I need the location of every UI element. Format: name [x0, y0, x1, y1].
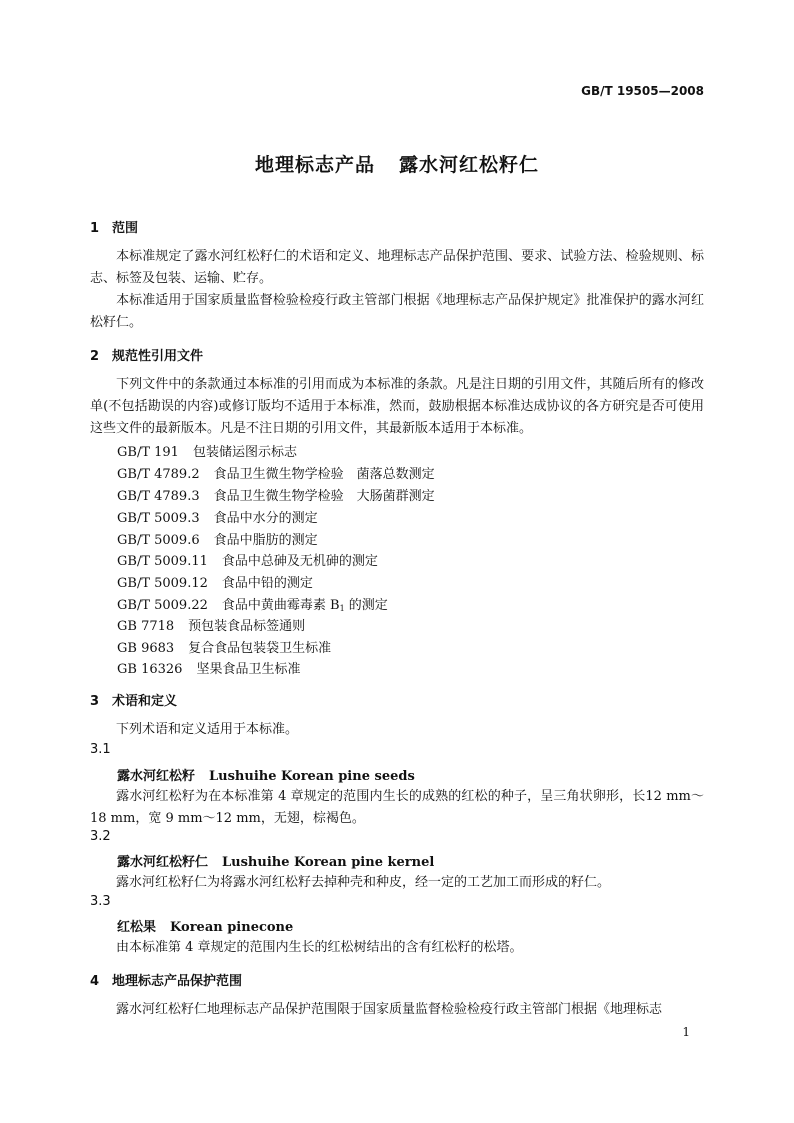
- term-heading: [117, 916, 293, 935]
- reference-name: 食品中脂肪的测定: [213, 533, 318, 548]
- term-english: Korean pinecone: [170, 920, 294, 935]
- term-heading: [117, 851, 434, 870]
- section-2-title: 规范性引用文件: [112, 349, 204, 364]
- reference-code: GB 7718: [117, 619, 175, 634]
- term-definition-text: 由本标准第 4 章规定的范围内生长的红松树结出的含有红松籽的松塔。: [116, 940, 523, 955]
- reference-name: 复合食品包装袋卫生标准: [188, 641, 332, 656]
- reference-item: [117, 485, 435, 504]
- section-3-number: 3: [90, 694, 100, 709]
- section-2-paragraph-1: [90, 374, 704, 439]
- section-4-number: 4: [90, 974, 100, 989]
- term-definition: [90, 937, 704, 959]
- reference-item: [117, 529, 318, 548]
- reference-item: [117, 550, 378, 569]
- term-english: Lushuihe Korean pine kernel: [222, 855, 435, 870]
- term-definition-text: 露水河红松籽仁为将露水河红松籽去掉种壳和种皮，经一定的工艺加工而形成的籽仁。: [116, 875, 611, 890]
- section-3-heading: [90, 690, 177, 709]
- reference-code: GB/T 5009.22: [117, 598, 208, 613]
- reference-code: GB/T 5009.6: [117, 533, 200, 548]
- reference-code: GB 16326: [117, 662, 183, 677]
- section-4-paragraph-1: [90, 999, 704, 1021]
- reference-name: 预包装食品标签通则: [188, 619, 306, 634]
- section-1-number: 1: [90, 221, 100, 236]
- clause-number: 3.3: [90, 894, 111, 909]
- clause-number: 3.2: [90, 829, 111, 844]
- reference-name: 坚果食品卫生标准: [196, 662, 301, 677]
- section-4-paragraph-1-text: 露水河红松籽仁地理标志产品保护范围限于国家质量监督检验检疫行政主管部门根据《地理标志: [116, 1002, 663, 1017]
- reference-name: 食品卫生微生物学检验 大肠菌群测定: [213, 489, 435, 504]
- term-chinese: 露水河红松籽: [117, 769, 196, 784]
- reference-code: GB/T 5009.3: [117, 511, 200, 526]
- page-number: 1: [682, 1025, 690, 1039]
- reference-code: GB/T 4789.3: [117, 489, 200, 504]
- section-3-paragraph-1: [90, 719, 704, 741]
- title-part-1: 地理标志产品: [254, 154, 375, 176]
- reference-name: 包装储运图示标志: [192, 445, 297, 460]
- section-2-paragraph-1-text: 下列文件中的条款通过本标准的引用而成为本标准的条款。凡是注日期的引用文件，其随后所有的修改单(不包括勘误的内容)或修订版均不适用于本标准，然而，鼓励根据本标准达成协议的各方研究是否可使用这些文件的最新版本。凡是不注日期的引用文件，其最新版本适用于本标准。: [90, 377, 704, 436]
- section-2-heading: [90, 345, 203, 364]
- reference-item: [117, 615, 305, 634]
- reference-subscript: 1: [339, 604, 345, 613]
- section-4-heading: [90, 970, 242, 989]
- reference-item: [117, 572, 313, 591]
- term-chinese: 露水河红松籽仁: [117, 855, 209, 870]
- term-definition-text: 露水河红松籽为在本标准第 4 章规定的范围内生长的成熟的红松的种子，呈三角状卵形，长12 mm～18 mm，宽 9 mm～12 mm，无翅，棕褐色。: [90, 789, 704, 826]
- reference-code: GB 9683: [117, 641, 175, 656]
- reference-item: [117, 507, 318, 526]
- section-1-heading: [90, 217, 138, 236]
- reference-name: 食品中铅的测定: [221, 576, 313, 591]
- section-1-paragraph-2-text: 本标准适用于国家质量监督检验检疫行政主管部门根据《地理标志产品保护规定》批准保护的露水河红松籽仁。: [90, 293, 704, 330]
- term-definition: [90, 786, 704, 830]
- reference-code: GB/T 5009.12: [117, 576, 208, 591]
- section-1-paragraph-1-text: 本标准规定了露水河红松籽仁的术语和定义、地理标志产品保护范围、要求、试验方法、检验规则、标志、标签及包装、运输、贮存。: [90, 249, 704, 286]
- reference-code: GB/T 5009.11: [117, 554, 208, 569]
- clause-number: 3.1: [90, 742, 111, 757]
- section-3-paragraph-1-text: 下列术语和定义适用于本标准。: [116, 722, 299, 737]
- reference-item: [117, 594, 388, 613]
- reference-name: 食品中黄曲霉毒素 B: [221, 598, 340, 613]
- section-2-number: 2: [90, 349, 100, 364]
- reference-item: [117, 463, 435, 482]
- reference-name: 食品卫生微生物学检验 菌落总数测定: [213, 467, 435, 482]
- reference-code: GB/T 191: [117, 445, 179, 460]
- term-chinese: 红松果: [117, 920, 157, 935]
- section-1-paragraph-2: [90, 290, 704, 334]
- reference-item: [117, 637, 331, 656]
- reference-item: [117, 441, 297, 460]
- standard-number: GB/T 19505—2008: [581, 84, 704, 98]
- section-4-title: 地理标志产品保护范围: [112, 974, 243, 989]
- reference-name: 食品中总砷及无机砷的测定: [221, 554, 378, 569]
- reference-item: [117, 658, 300, 677]
- section-3-title: 术语和定义: [112, 694, 178, 709]
- term-definition: [90, 872, 704, 894]
- reference-name-tail: 的测定: [344, 598, 388, 613]
- term-heading: [117, 765, 415, 784]
- section-1-paragraph-1: [90, 246, 704, 290]
- section-1-title: 范围: [112, 221, 139, 236]
- reference-name: 食品中水分的测定: [213, 511, 318, 526]
- page-title: [0, 150, 794, 177]
- title-part-2: 露水河红松籽仁: [399, 154, 540, 176]
- reference-code: GB/T 4789.2: [117, 467, 200, 482]
- term-english: Lushuihe Korean pine seeds: [209, 769, 415, 784]
